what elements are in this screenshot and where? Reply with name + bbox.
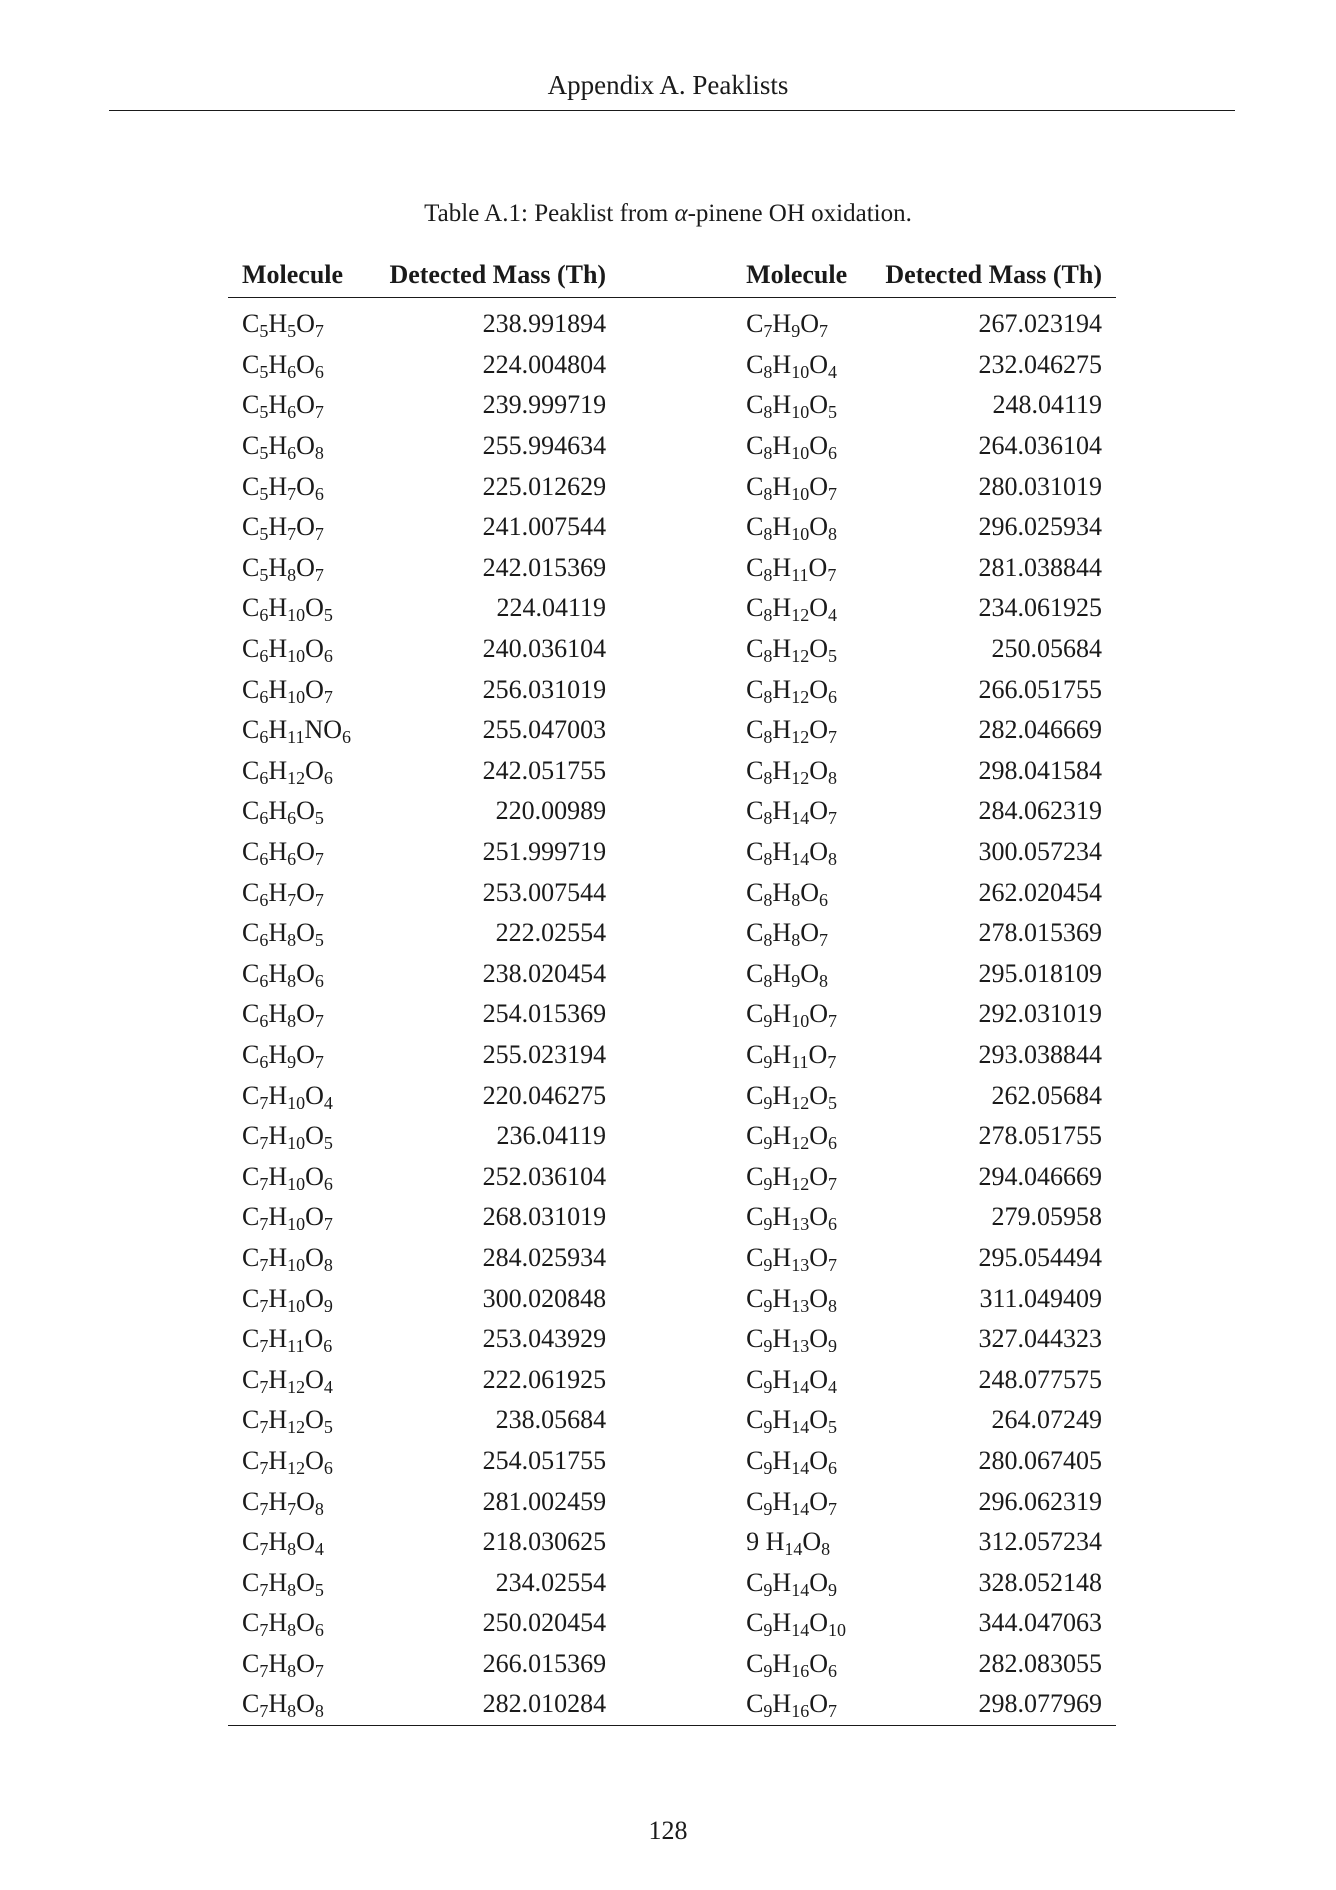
molecule-left-cell: $C_7H_{10}O_8$ — [242, 1242, 333, 1275]
table-row — [228, 1603, 1116, 1644]
mass-left-cell: 218.030625 — [482, 1527, 607, 1557]
molecule-left-cell: $C_6H_{10}O_5$ — [242, 593, 333, 626]
molecule-right-cell: $C_9H_{13}O_9$ — [746, 1324, 837, 1357]
table-row — [228, 1238, 1116, 1279]
mass-left-cell: 242.015369 — [482, 552, 607, 582]
mass-right-cell: 296.025934 — [978, 512, 1102, 542]
mass-right-cell: 284.062319 — [978, 796, 1102, 826]
molecule-right-cell: $C_8H_{14}O_8$ — [746, 837, 837, 870]
molecule-right-cell: $C_9H_{12}O_7$ — [746, 1161, 837, 1194]
molecule-left-cell: $C_7H_8O_6$ — [242, 1608, 324, 1641]
molecule-left-cell: $C_5H_6O_8$ — [242, 431, 324, 464]
molecule-right-cell: $C_9H_{16}O_6$ — [746, 1648, 837, 1681]
mass-left-cell: 236.04119 — [496, 1121, 607, 1151]
mass-left-cell: 234.02554 — [495, 1567, 607, 1597]
molecule-right-cell: $C_8H_{12}O_4$ — [746, 593, 837, 626]
molecule-left-cell: $C_6H_7O_7$ — [242, 877, 324, 910]
table-row — [228, 385, 1116, 426]
mass-left-cell: 220.00989 — [495, 796, 607, 826]
mass-left-cell: 252.036104 — [482, 1161, 607, 1191]
molecule-left-cell: $C_6H_{12}O_6$ — [242, 755, 333, 788]
mass-right-cell: 296.062319 — [978, 1486, 1102, 1516]
molecule-right-cell: $C_9H_{14}O_{10}$ — [746, 1608, 846, 1641]
mass-left-cell: 281.002459 — [482, 1486, 607, 1516]
molecule-right-cell: $C_8H_{12}O_8$ — [746, 755, 837, 788]
table-body — [228, 298, 1116, 1726]
molecule-right-cell: $C_8H_{11}O_7$ — [746, 552, 837, 585]
molecule-left-cell: $C_7H_{10}O_6$ — [242, 1161, 333, 1194]
mass-right-cell: 248.04119 — [992, 390, 1102, 420]
molecule-right-cell: $C_8H_{12}O_7$ — [746, 715, 837, 748]
molecule-left-cell: $C_7H_{12}O_5$ — [242, 1405, 333, 1438]
mass-right-cell: 278.051755 — [978, 1121, 1102, 1151]
mass-left-cell: 224.004804 — [482, 349, 607, 379]
mass-left-cell: 253.043929 — [482, 1324, 607, 1354]
mass-left-cell: 242.051755 — [482, 755, 607, 785]
table-row — [228, 954, 1116, 995]
molecule-right-cell: $C_8H_{10}O_6$ — [746, 431, 837, 464]
header-mass-left: Detected Mass (Th) — [368, 252, 676, 298]
peaklist-table — [228, 252, 1116, 1726]
mass-right-cell: 281.038844 — [978, 552, 1102, 582]
molecule-right-cell: $C_8H_8O_7$ — [746, 918, 828, 951]
table-row — [228, 466, 1116, 507]
table-row — [228, 751, 1116, 792]
mass-left-cell: 222.061925 — [482, 1364, 607, 1394]
mass-left-cell: 225.012629 — [482, 471, 607, 501]
table-row — [228, 1156, 1116, 1197]
mass-left-cell: 241.007544 — [482, 512, 607, 542]
table-row — [228, 629, 1116, 670]
mass-right-cell: 327.044323 — [978, 1324, 1102, 1354]
molecule-right-cell: $C_8H_{10}O_4$ — [746, 349, 837, 382]
mass-right-cell: 264.036104 — [978, 431, 1102, 461]
mass-left-cell: 254.051755 — [482, 1445, 607, 1475]
mass-right-cell: 295.018109 — [978, 958, 1102, 988]
table-row — [228, 1075, 1116, 1116]
mass-right-cell: 311.049409 — [979, 1283, 1102, 1313]
mass-right-cell: 292.031019 — [978, 999, 1102, 1029]
running-head: Appendix A. Peaklists — [547, 70, 789, 100]
molecule-left-cell: $C_7H_8O_4$ — [242, 1527, 324, 1560]
molecule-left-cell: $C_5H_6O_6$ — [242, 349, 324, 382]
page-number: 128 — [648, 1816, 688, 1845]
mass-right-cell: 234.061925 — [978, 593, 1102, 623]
table-row — [228, 426, 1116, 467]
molecule-right-cell: $C_8H_{12}O_6$ — [746, 674, 837, 707]
table-row — [228, 588, 1116, 629]
mass-right-cell: 232.046275 — [978, 349, 1102, 379]
table-row — [228, 1481, 1116, 1522]
table-row — [228, 548, 1116, 589]
mass-right-cell: 312.057234 — [978, 1527, 1102, 1557]
table-row — [228, 872, 1116, 913]
mass-left-cell: 222.02554 — [495, 918, 607, 948]
mass-right-cell: 280.031019 — [978, 471, 1102, 501]
molecule-right-cell: $C_9H_{10}O_7$ — [746, 999, 837, 1032]
molecule-right-cell: $C_9H_{14}O_6$ — [746, 1445, 837, 1478]
header-molecule-left: Molecule — [228, 252, 368, 298]
molecule-left-cell: $C_6H_8O_5$ — [242, 918, 324, 951]
molecule-left-cell: $C_7H_{10}O_4$ — [242, 1080, 333, 1113]
molecule-left-cell: $C_7H_{12}O_4$ — [242, 1364, 333, 1397]
table-row — [228, 1400, 1116, 1441]
molecule-right-cell: $C_8H_9O_8$ — [746, 958, 828, 991]
molecule-right-cell: 9 $H_{14}O_8$ — [746, 1527, 831, 1560]
table-row — [228, 1441, 1116, 1482]
mass-left-cell: 238.05684 — [495, 1405, 607, 1435]
table-header-row — [228, 252, 1116, 298]
molecule-right-cell: $C_9H_{13}O_7$ — [746, 1242, 837, 1275]
molecule-right-cell: $C_9H_{14}O_9$ — [746, 1567, 837, 1600]
table-row — [228, 994, 1116, 1035]
molecule-left-cell: $C_7H_{11}O_6$ — [242, 1324, 333, 1357]
table-row — [228, 832, 1116, 873]
mass-left-cell: 238.991894 — [482, 309, 607, 339]
mass-right-cell: 293.038844 — [978, 1039, 1102, 1069]
mass-left-cell: 239.999719 — [482, 390, 607, 420]
molecule-right-cell: $C_8H_{14}O_7$ — [746, 796, 837, 829]
table-row — [228, 1197, 1116, 1238]
mass-left-cell: 224.04119 — [496, 593, 607, 623]
table-row — [228, 1644, 1116, 1685]
molecule-left-cell: $C_7H_8O_8$ — [228, 1684, 368, 1725]
table-row — [228, 1684, 1116, 1725]
molecule-left-cell: $C_7H_{10}O_5$ — [242, 1121, 333, 1154]
mass-left-cell: 251.999719 — [482, 837, 607, 867]
mass-right-cell: 282.083055 — [978, 1648, 1102, 1678]
table-row — [228, 298, 1116, 345]
molecule-left-cell: $C_6H_8O_6$ — [242, 958, 324, 991]
mass-left-cell: 266.015369 — [482, 1648, 607, 1678]
mass-right-cell: 300.057234 — [978, 837, 1102, 867]
table-row — [228, 710, 1116, 751]
molecule-right-cell: $C_8H_8O_6$ — [746, 877, 828, 910]
mass-right-cell: 298.077969 — [866, 1684, 1116, 1725]
mass-right-cell: 280.067405 — [978, 1445, 1102, 1475]
mass-left-cell: 255.047003 — [482, 715, 607, 745]
caption-post: -pinene OH oxidation. — [687, 200, 912, 227]
molecule-left-cell: $C_5H_5O_7$ — [242, 309, 324, 342]
mass-right-cell: 295.054494 — [978, 1242, 1102, 1272]
molecule-right-cell: $C_9H_{14}O_5$ — [746, 1405, 837, 1438]
table-row — [228, 1116, 1116, 1157]
mass-left-cell: 250.020454 — [482, 1608, 607, 1638]
molecule-right-cell: $C_9H_{13}O_6$ — [746, 1202, 837, 1235]
molecule-right-cell: $C_9H_{14}O_7$ — [746, 1486, 837, 1519]
molecule-left-cell: $C_6H_6O_5$ — [242, 796, 324, 829]
molecule-left-cell: $C_5H_7O_7$ — [242, 512, 324, 545]
table-row — [228, 669, 1116, 710]
caption-label: Table A.1: — [424, 200, 528, 227]
mass-left-cell: 254.015369 — [482, 999, 607, 1029]
table-caption — [0, 200, 1336, 228]
molecule-right-cell: $C_8H_{10}O_8$ — [746, 512, 837, 545]
molecule-left-cell: $C_6H_6O_7$ — [242, 837, 324, 870]
molecule-left-cell: $C_5H_8O_7$ — [242, 552, 324, 585]
molecule-right-cell: $C_7H_9O_7$ — [746, 309, 828, 342]
molecule-right-cell: $C_9H_{16}O_7$ — [676, 1684, 865, 1725]
mass-right-cell: 267.023194 — [978, 309, 1102, 339]
mass-left-cell: 240.036104 — [482, 634, 607, 664]
molecule-right-cell: $C_9H_{12}O_6$ — [746, 1121, 837, 1154]
mass-left-cell: 238.020454 — [482, 958, 607, 988]
mass-left-cell: 255.994634 — [482, 431, 607, 461]
molecule-right-cell: $C_8H_{10}O_7$ — [746, 471, 837, 504]
mass-left-cell: 282.010284 — [368, 1684, 676, 1725]
molecule-left-cell: $C_7H_{10}O_9$ — [242, 1283, 333, 1316]
table-row — [228, 1522, 1116, 1563]
header-rule — [109, 110, 1235, 111]
header-mass-right: Detected Mass (Th) — [866, 252, 1116, 298]
molecule-left-cell: $C_6H_8O_7$ — [242, 999, 324, 1032]
mass-left-cell: 300.020848 — [482, 1283, 607, 1313]
molecule-right-cell: $C_9H_{11}O_7$ — [746, 1039, 837, 1073]
table-row — [228, 913, 1116, 954]
molecule-right-cell: $C_8H_{12}O_5$ — [746, 634, 837, 667]
caption-pre: Peaklist from — [534, 200, 675, 227]
table-row — [228, 507, 1116, 548]
molecule-left-cell: $C_7H_8O_5$ — [242, 1567, 324, 1600]
table-row — [228, 345, 1116, 386]
mass-right-cell: 282.046669 — [978, 715, 1102, 745]
molecule-left-cell: $C_6H_9O_7$ — [242, 1039, 324, 1073]
molecule-left-cell: $C_7H_7O_8$ — [242, 1486, 324, 1519]
mass-right-cell: 298.041584 — [978, 755, 1102, 785]
table-row — [228, 1319, 1116, 1360]
molecule-left-cell: $C_6H_{10}O_7$ — [242, 674, 333, 707]
molecule-left-cell: $C_5H_6O_7$ — [242, 390, 324, 423]
mass-right-cell: 278.015369 — [978, 918, 1102, 948]
mass-left-cell: 268.031019 — [482, 1202, 607, 1232]
mass-right-cell: 294.046669 — [978, 1161, 1102, 1191]
molecule-left-cell: $C_6H_{10}O_6$ — [242, 634, 333, 667]
mass-right-cell: 279.05958 — [991, 1202, 1102, 1232]
mass-left-cell: 284.025934 — [482, 1242, 607, 1272]
mass-right-cell: 248.077575 — [978, 1364, 1102, 1394]
mass-right-cell: 344.047063 — [978, 1608, 1102, 1638]
molecule-right-cell: $C_9H_{12}O_5$ — [746, 1080, 837, 1113]
header-molecule-right: Molecule — [676, 252, 865, 298]
table-row — [228, 1278, 1116, 1319]
caption-alpha: α — [674, 200, 688, 227]
mass-right-cell: 250.05684 — [991, 634, 1102, 664]
mass-right-cell: 262.020454 — [978, 877, 1102, 907]
molecule-left-cell: $C_7H_{10}O_7$ — [242, 1202, 333, 1235]
molecule-left-cell: $C_7H_{12}O_6$ — [242, 1445, 333, 1478]
molecule-right-cell: $C_8H_{10}O_5$ — [746, 390, 837, 423]
molecule-left-cell: $C_6H_{11}NO_6$ — [242, 715, 352, 748]
mass-left-cell: 256.031019 — [482, 674, 607, 704]
mass-right-cell: 266.051755 — [978, 674, 1102, 704]
mass-right-cell: 328.052148 — [978, 1567, 1102, 1597]
table-row — [228, 1359, 1116, 1400]
mass-right-cell: 262.05684 — [991, 1080, 1102, 1110]
molecule-left-cell: $C_7H_8O_7$ — [242, 1648, 324, 1681]
molecule-right-cell: $C_9H_{13}O_8$ — [746, 1283, 837, 1316]
mass-right-cell: 264.07249 — [991, 1405, 1102, 1435]
table-row — [228, 1035, 1116, 1076]
table-row — [228, 791, 1116, 832]
mass-left-cell: 220.046275 — [482, 1080, 607, 1110]
mass-left-cell: 253.007544 — [482, 877, 607, 907]
molecule-right-cell: $C_9H_{14}O_4$ — [746, 1364, 837, 1397]
molecule-left-cell: $C_5H_7O_6$ — [242, 471, 324, 504]
mass-left-cell: 255.023194 — [482, 1039, 607, 1069]
table-row — [228, 1562, 1116, 1603]
